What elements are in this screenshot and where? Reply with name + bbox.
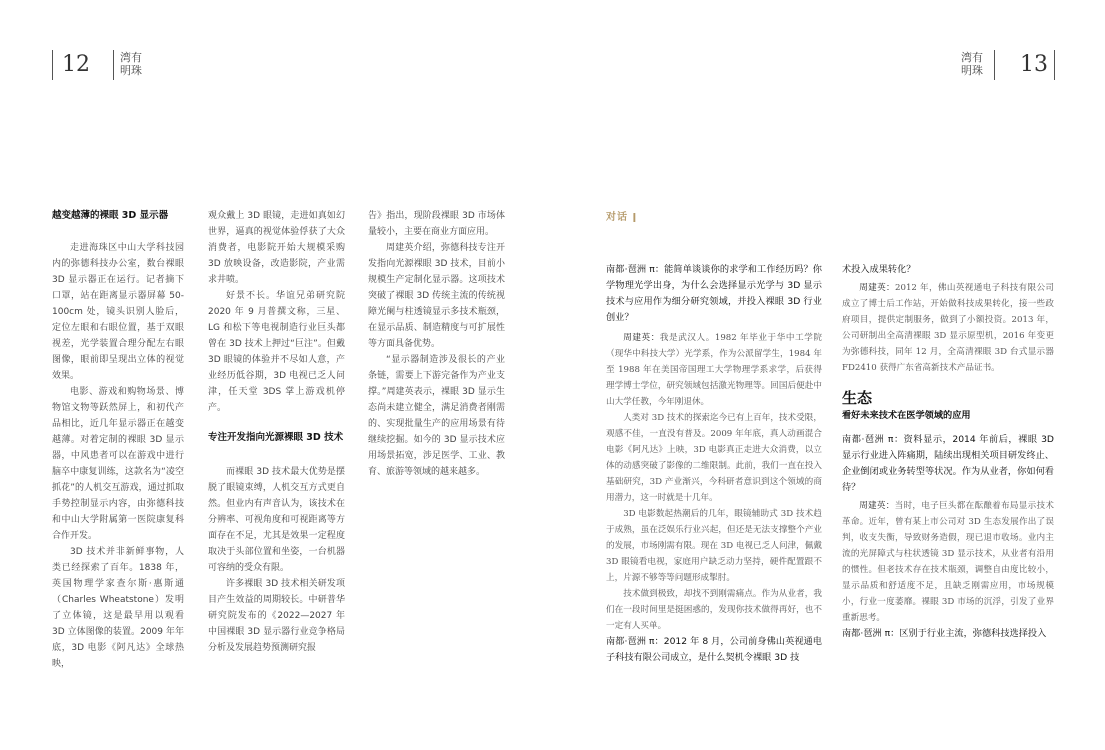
paragraph: “显示器制造涉及很长的产业条链，需要上下游完备作为产业支撑。”周建英表示，裸眼 3D 显示生态尚未建立健全，满足消费者刚需的、实现批量生产的应用场景有待继续挖掘。如今的 3D 显示技术应用场景拓宽，涉足医学、工业、教育、旅游等领域的越来越多。 <box>368 355 505 477</box>
interview-answer: 人类对 3D 技术的探索迄今已有上百年，技术受限，观感不佳，一直没有普及。2009 年年底，真人动画混合电影《阿凡达》上映，3D 电影真正走进大众消费，以立体的动感突破了影像的二维限制。此前，我们一直在投入基础研究，3D 产业渐兴，今科研者意识到这个领域的商用潜力，这一时就是十几年。 <box>606 413 822 503</box>
paragraph: 3D 技术并非新鲜事物，人类已经探索了百年。1838 年，英国物理学家查尔斯·惠斯通（Charles Wheatstone）发明了立体镜，这是最早用以观看 3D 立体图像的装置。2009 年年底，3D 电影《阿凡达》全球热映， <box>52 547 184 669</box>
paragraph: 告》指出，现阶段裸眼 3D 市场体量较小，主要在商业方面应用。 <box>368 211 505 237</box>
page-number-left: 12 <box>62 52 90 77</box>
interview-column-2 <box>842 262 1054 642</box>
article-column-2 <box>208 208 345 656</box>
interview-answer: 技术做到极致，却找不到刚需痛点。作为从业者，我们在一段时间里是挺困惑的，发现你技术做得再好，也不一定有人买单。 <box>606 589 822 631</box>
interview-column-1 <box>606 262 822 666</box>
speaker-label: 周建英： <box>859 501 895 511</box>
answer-text: 我是武汉人。1982 年毕业于华中工学院（现华中科技大学）光学系，作为公派留学生，1984 年至 1988 年在美国帝国理工大学物理学系求学，后获得理学博士学位，研究领域包括激光物理等。回国后便赴中山大学任教，今年刚退休。 <box>606 333 822 407</box>
section-title: 生态 <box>842 389 873 407</box>
speaker-label: 周建英： <box>623 333 660 343</box>
interview-answer <box>606 330 822 410</box>
interview-question: 南都·琶洲 π：2012 年 8 月，公司前身佛山英视通电子科技有限公司成立，是什么契机令裸眼 3D 技 <box>606 636 822 663</box>
interview-question: 南都·琶洲 π：资料显示，2014 年前后，裸眼 3D 显示行业进入阵痛期，陆续出现相关项目研发终止、企业倒闭或业务转型等状况。作为从业者，你如何看待？ <box>842 434 1054 493</box>
interview-question: 南都·琶洲 π：能简单谈谈你的求学和工作经历吗？你学物理光学出身，为什么会选择显示光学与 3D 显示技术与应用作为细分研究领域，并投入裸眼 3D 行业创业？ <box>606 264 822 323</box>
interview-answer <box>842 498 1054 626</box>
header-divider-right-outer <box>1054 50 1055 80</box>
paragraph: 好景不长。华谊兄弟研究院 2020 年 9 月普撰文称，三星、LG 和松下等电视制造行业巨头都曾在 3D 技术上押过“巨注”。但戴 3D 眼镜的体验并不尽如人意，产业经历低谷期，3D 电视已乏人问津，任天堂 3DS 掌上游戏机停产。 <box>208 291 345 413</box>
speaker-label: 周建英： <box>859 283 896 293</box>
brand-line-2: 明珠 <box>961 64 983 77</box>
paragraph: 许多裸眼 3D 技术相关研发项目产生效益的周期较长。中研普华研究院发布的《2022—2027 年中国裸眼 3D 显示器行业竞争格局分析及发展趋势预测研究报 <box>208 579 345 653</box>
header-divider-left-outer <box>52 50 53 80</box>
brand-line-1: 湾有 <box>120 51 142 64</box>
answer-text: 当时，电子巨头都在酝酿着布局显示技术革命。近年，曾有某上市公司对 3D 生态发展作出了误判，收支失衡，导致财务造假，现已退市收场。业内主流的光屏障式与柱状透镜 3D 显示技术，从业者有沿用的惯性。但老技术存在技术瓶颈，调整自由度比较小，显示品质和舒适度不足，且缺乏刚需应用，市场规模小，行业一度萎靡。裸眼 3D 市场的沉浮，引发了业界重新思考。 <box>842 501 1054 623</box>
interview-answer: 3D 电影数起热潮后的几年，眼镜辅助式 3D 技术趋于成熟，虽在泛娱乐行业兴起，但还是无法支撑整个产业的发展，市场刚需有限。现在 3D 电视已乏人问津，佩戴 3D 眼镜看电视，家庭用户缺乏动力坚持，硬件配置跟不上，片源不够等等问题形成掣肘。 <box>606 509 822 583</box>
brand-line-1: 湾有 <box>961 51 983 64</box>
brand-logo-right <box>961 51 991 77</box>
brand-line-2: 明珠 <box>120 64 142 77</box>
article-column-3 <box>368 208 505 480</box>
answer-text: 2012 年，佛山英视通电子科技有限公司成立了博士后工作站，开始做科技成果转化，接一些政府项目，提供定制服务，做到了小额投资。2013 年，公司研制出全高清裸眼 3D 显示原型机，2016 年变更为弥德科技，同年 12 月，全高清裸眼 3D 台式显示器 FD2410 获得广东省高新技术产品证书。 <box>842 283 1054 373</box>
header-divider-right-inner <box>994 50 995 80</box>
section-heading: 越变越薄的裸眼 3D 显示器 <box>52 210 169 221</box>
brand-logo-left <box>120 51 150 77</box>
section-subtitle: 看好未来技术在医学领域的应用 <box>842 410 971 421</box>
header-divider-left-inner <box>113 50 114 80</box>
interview-answer <box>842 280 1054 376</box>
paragraph: 而裸眼 3D 技术最大优势是摆脱了眼镜束缚，人机交互方式更自然。但业内有声音认为，该技术在分辨率、可视角度和可视距离等方面存在不足，尤其是效果一定程度取决于头部位置和坐姿，一台机器可容纳的受众有限。 <box>208 467 345 573</box>
paragraph: 观众戴上 3D 眼镜，走进如真如幻世界，逼真的视觉体验俘获了大众消费者，电影院开始大规模采购 3D 放映设备，改造影院，产业需求井喷。 <box>208 211 345 285</box>
article-column-1 <box>52 208 184 672</box>
section-heading: 专注开发指向光源裸眼 3D 技术 <box>208 432 344 443</box>
paragraph: 周建英介绍，弥德科技专注开发指向光源裸眼 3D 技术，目前小规模生产定制化显示器。这项技术突破了裸眼 3D 传统主流的传统视障光阑与柱透镜显示多技术瓶颈，在显示品质、制造精度与可扩展性等方面具备优势。 <box>368 243 505 349</box>
section-tag: 对话 ǀ <box>606 212 638 223</box>
interview-question: 南都·琶洲 π：区别于行业主流，弥德科技选择投入 <box>842 628 1047 639</box>
paragraph: 走进海珠区中山大学科技园内的弥德科技办公室，数台裸眼 3D 显示器正在运行。记者摘下口罩，站在距离显示器屏幕 50-100cm 处，镜头识别人脸后，定位左眼和右眼位置，基于双眼视差，光学装置合理分配左右眼图像，眼前即呈现出立体的视觉效果。 <box>52 243 184 381</box>
page-number-right: 13 <box>1020 52 1048 77</box>
paragraph: 电影、游戏和购物场景、博物馆文物等跃然屏上，和初代产品相比，近几年显示器正在越变越薄。对着定制的裸眼 3D 显示器，中风患者可以在游戏中进行脑卒中康复训练，这款名为“凌空抓花”的人机交互游戏，通过抓取手势控制显示内容，由弥德科技和中山大学附属第一医院康复科合作开发。 <box>52 387 184 541</box>
interview-question-continued: 术投入成果转化？ <box>842 264 916 275</box>
